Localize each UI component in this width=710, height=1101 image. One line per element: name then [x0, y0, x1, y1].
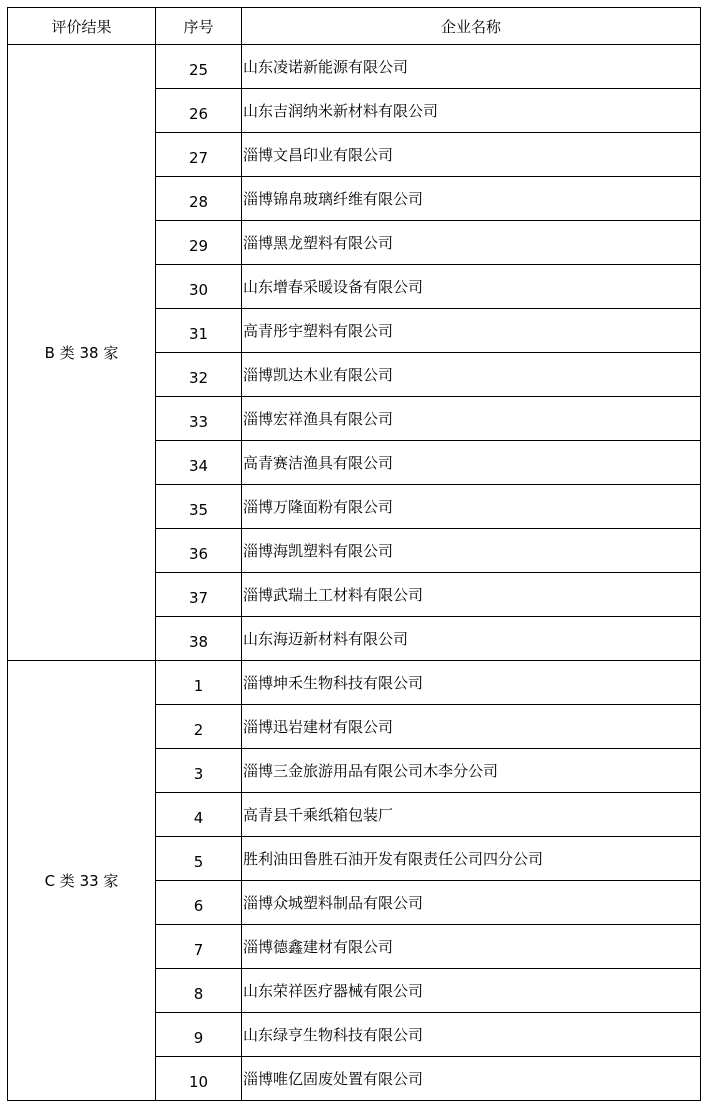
- row-number: 27: [156, 133, 242, 177]
- row-number: 34: [156, 441, 242, 485]
- row-number: 26: [156, 89, 242, 133]
- company-name: 淄博宏祥渔具有限公司: [242, 397, 701, 441]
- header-row: [8, 8, 701, 45]
- company-name: 淄博锦帛玻璃纤维有限公司: [242, 177, 701, 221]
- row-number: 2: [156, 705, 242, 749]
- company-name: 淄博唯亿固废处置有限公司: [242, 1057, 701, 1101]
- group-label: B 类 38 家: [8, 45, 156, 661]
- row-number: 3: [156, 749, 242, 793]
- group-label: C 类 33 家: [8, 661, 156, 1101]
- row-number: 33: [156, 397, 242, 441]
- evaluation-table: [7, 7, 701, 1101]
- company-name: 山东荣祥医疗器械有限公司: [242, 969, 701, 1013]
- company-name: 高青赛洁渔具有限公司: [242, 441, 701, 485]
- company-name: 淄博迅岩建材有限公司: [242, 705, 701, 749]
- company-name: 山东凌诺新能源有限公司: [242, 45, 701, 89]
- company-name: 淄博德鑫建材有限公司: [242, 925, 701, 969]
- table-row: [8, 45, 701, 89]
- row-number: 29: [156, 221, 242, 265]
- company-name: 淄博凯达木业有限公司: [242, 353, 701, 397]
- company-name: 山东增春采暖设备有限公司: [242, 265, 701, 309]
- row-number: 38: [156, 617, 242, 661]
- company-name: 淄博众城塑料制品有限公司: [242, 881, 701, 925]
- row-number: 36: [156, 529, 242, 573]
- company-name: 高青县千乘纸箱包装厂: [242, 793, 701, 837]
- header-name: 企业名称: [242, 8, 701, 45]
- row-number: 4: [156, 793, 242, 837]
- company-name: 淄博黑龙塑料有限公司: [242, 221, 701, 265]
- company-name: 淄博坤禾生物科技有限公司: [242, 661, 701, 705]
- company-name: 胜利油田鲁胜石油开发有限责任公司四分公司: [242, 837, 701, 881]
- company-name: 淄博海凯塑料有限公司: [242, 529, 701, 573]
- company-name: 山东绿亨生物科技有限公司: [242, 1013, 701, 1057]
- company-name: 高青彤宇塑料有限公司: [242, 309, 701, 353]
- row-number: 37: [156, 573, 242, 617]
- header-result: 评价结果: [8, 8, 156, 45]
- row-number: 9: [156, 1013, 242, 1057]
- company-name: 淄博文昌印业有限公司: [242, 133, 701, 177]
- row-number: 7: [156, 925, 242, 969]
- company-name: 淄博万隆面粉有限公司: [242, 485, 701, 529]
- row-number: 1: [156, 661, 242, 705]
- row-number: 35: [156, 485, 242, 529]
- row-number: 5: [156, 837, 242, 881]
- row-number: 32: [156, 353, 242, 397]
- company-name: 淄博三金旅游用品有限公司木李分公司: [242, 749, 701, 793]
- row-number: 10: [156, 1057, 242, 1101]
- row-number: 31: [156, 309, 242, 353]
- row-number: 28: [156, 177, 242, 221]
- company-name: 山东吉润纳米新材料有限公司: [242, 89, 701, 133]
- header-num: 序号: [156, 8, 242, 45]
- row-number: 8: [156, 969, 242, 1013]
- row-number: 25: [156, 45, 242, 89]
- table-body: [8, 45, 701, 1101]
- row-number: 30: [156, 265, 242, 309]
- company-name: 淄博武瑞土工材料有限公司: [242, 573, 701, 617]
- company-name: 山东海迈新材料有限公司: [242, 617, 701, 661]
- row-number: 6: [156, 881, 242, 925]
- table-row: [8, 661, 701, 705]
